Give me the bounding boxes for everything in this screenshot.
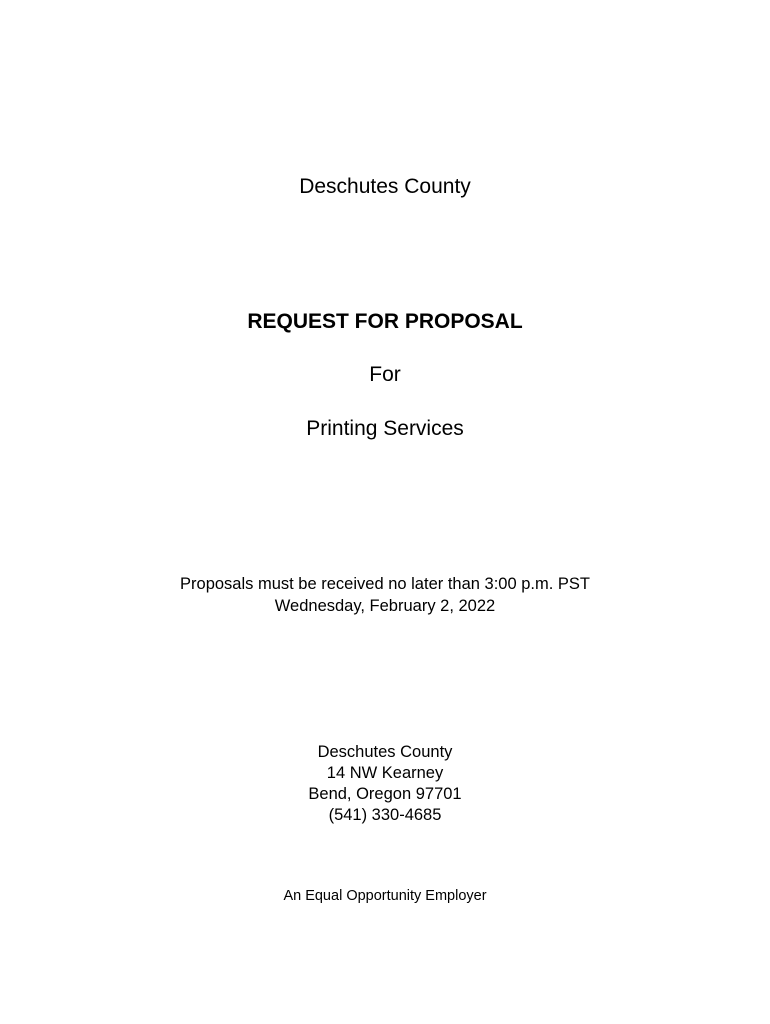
address-name: Deschutes County [317, 743, 453, 761]
equal-opportunity-note: An Equal Opportunity Employer [283, 888, 487, 904]
address-city: Bend, Oregon 97701 [308, 785, 462, 803]
organization-title: Deschutes County [299, 175, 471, 198]
deadline-date: Wednesday, February 2, 2022 [274, 597, 496, 615]
address-phone: (541) 330-4685 [328, 806, 442, 824]
deadline-text: Proposals must be received no later than 3:00 p.m. PST [180, 575, 590, 593]
document-heading: REQUEST FOR PROPOSAL [247, 310, 523, 333]
for-label: For [369, 363, 401, 386]
address-street: 14 NW Kearney [326, 764, 444, 782]
proposal-subject: Printing Services [306, 417, 464, 440]
